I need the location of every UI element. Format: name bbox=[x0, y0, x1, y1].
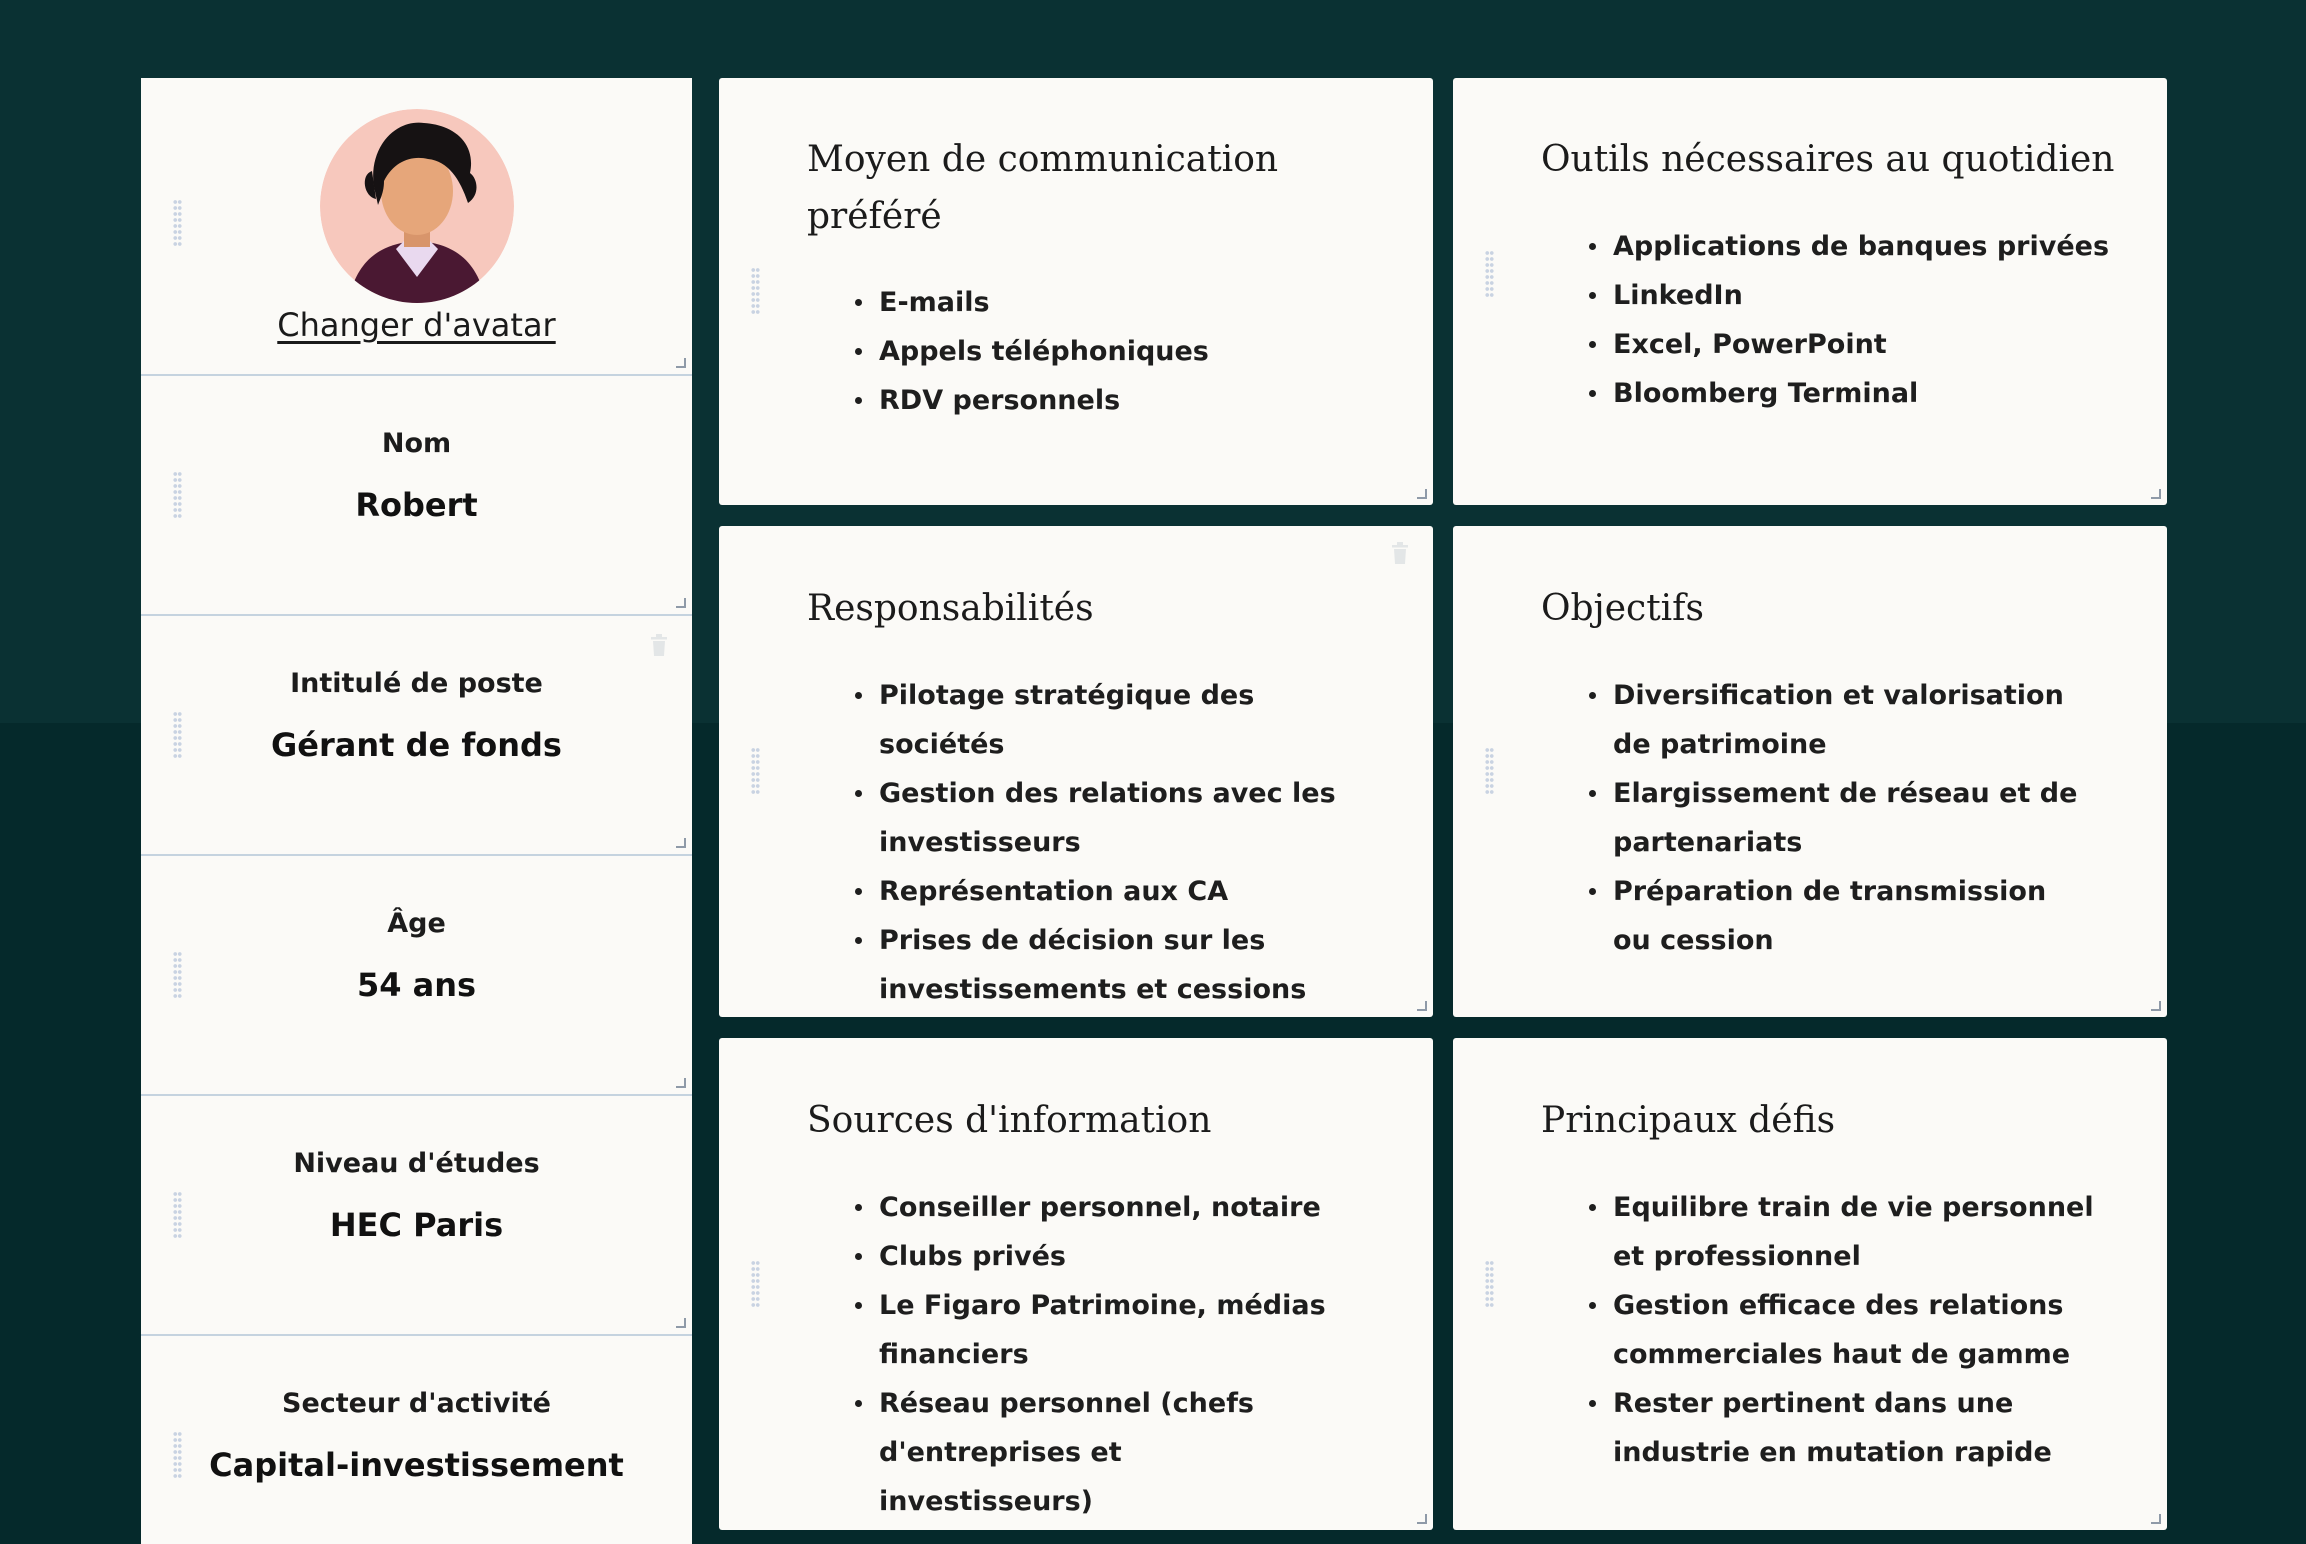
drag-handle-icon[interactable] bbox=[1485, 250, 1494, 298]
list-sources bbox=[807, 1183, 1339, 1526]
resize-handle-icon[interactable] bbox=[1417, 489, 1427, 499]
card-communication bbox=[719, 78, 1433, 505]
list-responsibilities bbox=[807, 671, 1349, 1014]
field-value-name: Robert bbox=[355, 486, 478, 524]
list-item: Appels téléphoniques bbox=[879, 327, 1439, 376]
card-title-responsibilities: Responsabilités bbox=[807, 588, 1094, 629]
drag-handle-icon[interactable] bbox=[1485, 1260, 1494, 1308]
list-item: Prises de décision sur les investissements et cessions bbox=[879, 916, 1349, 1014]
list-item: LinkedIn bbox=[1613, 271, 2173, 320]
list-tools bbox=[1541, 222, 2173, 418]
card-title-sources: Sources d'information bbox=[807, 1100, 1212, 1141]
list-item: Gestion des relations avec les investisseurs bbox=[879, 769, 1349, 867]
drag-handle-icon[interactable] bbox=[1485, 747, 1494, 795]
field-label-name: Nom bbox=[381, 428, 452, 459]
avatar-illustration-icon bbox=[320, 109, 514, 303]
trash-icon[interactable] bbox=[1391, 542, 1409, 564]
list-item: Conseiller personnel, notaire bbox=[879, 1183, 1339, 1232]
card-challenges bbox=[1453, 1038, 2167, 1530]
list-item: Pilotage stratégique des sociétés bbox=[879, 671, 1349, 769]
field-label-job-title: Intitulé de poste bbox=[290, 668, 543, 699]
list-item: Bloomberg Terminal bbox=[1613, 369, 2173, 418]
trash-icon[interactable] bbox=[650, 634, 668, 656]
list-item: Excel, PowerPoint bbox=[1613, 320, 2173, 369]
list-item: Rester pertinent dans une industrie en mutation rapide bbox=[1613, 1379, 2133, 1477]
card-title-communication: Moyen de communication préféré bbox=[807, 139, 1279, 237]
list-item: Le Figaro Patrimoine, médias financiers bbox=[879, 1281, 1339, 1379]
list-objectives bbox=[1541, 671, 2083, 965]
drag-handle-icon[interactable] bbox=[173, 199, 182, 247]
list-item: Clubs privés bbox=[879, 1232, 1339, 1281]
list-item: Préparation de transmission ou cession bbox=[1613, 867, 2083, 965]
field-value-sector: Capital-investissement bbox=[209, 1446, 624, 1484]
card-title-tools: Outils nécessaires au quotidien bbox=[1541, 139, 2115, 180]
field-card-age bbox=[141, 856, 692, 1096]
list-item: E-mails bbox=[879, 278, 1439, 327]
list-item: Applications de banques privées bbox=[1613, 222, 2173, 271]
resize-handle-icon[interactable] bbox=[676, 598, 686, 608]
list-challenges bbox=[1541, 1183, 2133, 1477]
card-objectives bbox=[1453, 526, 2167, 1017]
field-label-age: Âge bbox=[387, 908, 446, 939]
field-card-name bbox=[141, 376, 692, 616]
list-item: Représentation aux CA bbox=[879, 867, 1349, 916]
list-item: Diversification et valorisation de patrimoine bbox=[1613, 671, 2083, 769]
card-sources bbox=[719, 1038, 1433, 1530]
resize-handle-icon[interactable] bbox=[1417, 1514, 1427, 1524]
resize-handle-icon[interactable] bbox=[676, 1078, 686, 1088]
change-avatar-link[interactable]: Changer d'avatar bbox=[277, 306, 556, 344]
card-tools bbox=[1453, 78, 2167, 505]
list-communication bbox=[807, 278, 1439, 425]
resize-handle-icon[interactable] bbox=[676, 838, 686, 848]
card-title-objectives: Objectifs bbox=[1541, 588, 1704, 629]
field-label-sector: Secteur d'activité bbox=[282, 1388, 551, 1419]
avatar bbox=[320, 109, 514, 303]
list-item: Elargissement de réseau et de partenariats bbox=[1613, 769, 2083, 867]
field-value-education: HEC Paris bbox=[329, 1206, 504, 1244]
list-item: Equilibre train de vie personnel et professionnel bbox=[1613, 1183, 2133, 1281]
drag-handle-icon[interactable] bbox=[751, 1260, 760, 1308]
resize-handle-icon[interactable] bbox=[2151, 489, 2161, 499]
card-title-challenges: Principaux défis bbox=[1541, 1100, 1836, 1141]
list-item: Gestion efficace des relations commerciales haut de gamme bbox=[1613, 1281, 2133, 1379]
field-value-job-title: Gérant de fonds bbox=[271, 726, 562, 764]
resize-handle-icon[interactable] bbox=[2151, 1514, 2161, 1524]
resize-handle-icon[interactable] bbox=[676, 358, 686, 368]
field-card-sector bbox=[141, 1336, 692, 1544]
field-label-education: Niveau d'études bbox=[293, 1148, 540, 1179]
card-responsibilities bbox=[719, 526, 1433, 1017]
field-card-job-title bbox=[141, 616, 692, 856]
resize-handle-icon[interactable] bbox=[676, 1318, 686, 1328]
list-item: Réseau personnel (chefs d'entreprises et investisseurs) bbox=[879, 1379, 1339, 1526]
drag-handle-icon[interactable] bbox=[751, 747, 760, 795]
resize-handle-icon[interactable] bbox=[1417, 1001, 1427, 1011]
resize-handle-icon[interactable] bbox=[2151, 1001, 2161, 1011]
field-card-education bbox=[141, 1096, 692, 1336]
field-value-age: 54 ans bbox=[356, 966, 477, 1004]
list-item: RDV personnels bbox=[879, 376, 1439, 425]
drag-handle-icon[interactable] bbox=[751, 267, 760, 315]
